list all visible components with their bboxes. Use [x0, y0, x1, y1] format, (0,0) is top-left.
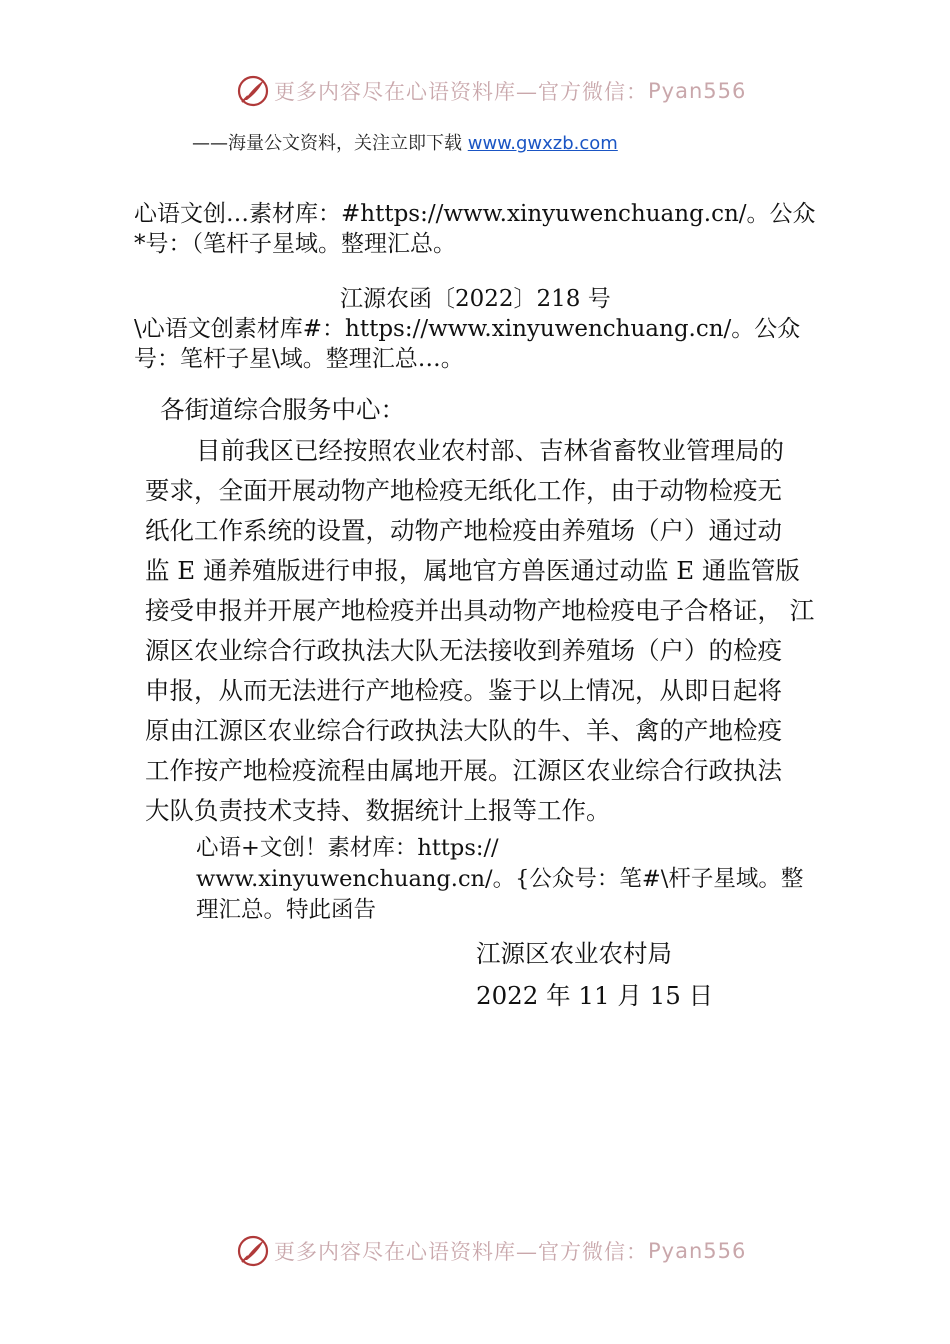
subline-text: ——海量公文资料，关注立即下载	[192, 133, 468, 154]
body-line: 目前我区已经按照农业农村部、吉林省畜牧业管理局的	[196, 436, 784, 465]
quill-logo-icon	[236, 74, 270, 108]
addressee: 各街道综合服务中心：	[160, 395, 405, 424]
body-line: 原由江源区农业综合行政执法大队的牛、羊、禽的产地检疫	[145, 716, 782, 745]
banner-text: 更多内容尽在心语资料库—官方微信：	[274, 80, 648, 104]
notice-3-line-3: 理汇总。特此函告	[196, 897, 377, 923]
body-line: 工作按产地检疫流程由属地开展。江源区农业综合行政执法	[145, 756, 782, 785]
body-line: 源区农业综合行政执法大队无法接收到养殖场（户）的检疫	[145, 636, 782, 665]
quill-logo-icon	[236, 1234, 270, 1268]
notice-3-line-1: 心语+文创！素材库：https://	[196, 835, 499, 861]
header-subline	[192, 129, 618, 155]
body-line: 纸化工作系统的设置，动物产地检疫由养殖场（户）通过动	[145, 516, 782, 545]
body-line: 监 E 通养殖版进行申报，属地官方兽医通过动监 E 通监管版	[145, 556, 800, 585]
notice-2-line-2: 号：笔杆子星\域。整理汇总…。	[134, 346, 464, 372]
signature-date: 2022 年 11 月 15 日	[476, 981, 714, 1010]
footer-banner	[236, 1234, 746, 1268]
signature-org: 江源区农业农村局	[476, 939, 672, 968]
body-line: 要求，全面开展动物产地检疫无纸化工作，由于动物检疫无	[145, 476, 782, 505]
body-line: 大队负责技术支持、数据统计上报等工作。	[145, 796, 611, 825]
banner-text: 更多内容尽在心语资料库—官方微信：	[274, 1240, 648, 1264]
notice-1-line-2: *号：（笔杆子星域。整理汇总。	[134, 231, 456, 257]
body-line: 申报，从而无法进行产地检疫。鉴于以上情况，从即日起将	[145, 676, 782, 705]
banner-wechat-id: Pyan556	[648, 1239, 747, 1263]
notice-3-line-2: www.xinyuwenchuang.cn/。{公众号：笔#\杆子星域。整	[196, 866, 804, 892]
header-banner	[236, 74, 746, 108]
notice-2-line-1: \心语文创素材库#：https://www.xinyuwenchuang.cn/。公众	[134, 316, 801, 342]
notice-1-line-1: 心语文创…素材库：#https://www.xinyuwenchuang.cn/。公众	[134, 201, 816, 227]
banner-wechat-id: Pyan556	[648, 79, 747, 103]
body-line: 接受申报并开展产地检疫并出具动物产地检疫电子合格证， 江	[145, 596, 815, 625]
document-number: 江源农函〔2022〕218 号	[340, 286, 611, 312]
website-link[interactable]: www.gwxzb.com	[467, 133, 618, 154]
